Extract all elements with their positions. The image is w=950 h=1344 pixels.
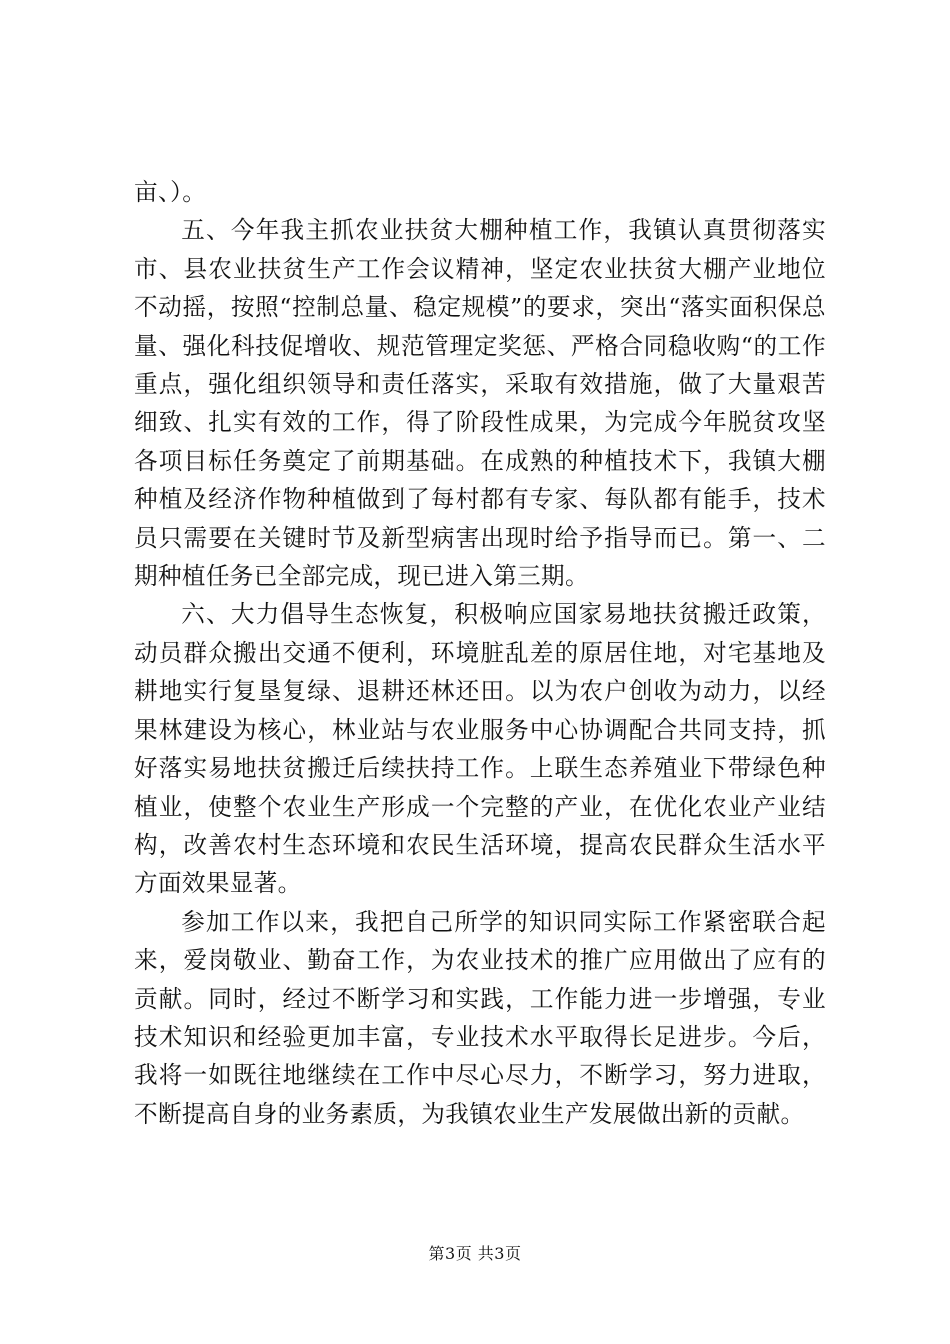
page-number-label: 第3页 共3页 bbox=[428, 1244, 522, 1263]
paragraph-conclusion: 参加工作以来，我把自己所学的知识同实际工作紧密联合起来，爱岗敬业、勤奋工作，为农业技术的推广应用做出了应有的贡献。同时，经过不断学习和实践，工作能力进一步增强，专业技术知识和经验更加丰富，专业技术水平取得长足进步。今后，我将一如既往地继续在工作中尽心尽力，不断学习，努力进取，不断提高自身的业务素质，为我镇农业生产发展做出新的贡献。 bbox=[134, 907, 826, 1128]
document-body bbox=[134, 173, 826, 1133]
paragraph-item-six: 六、大力倡导生态恢复，积极响应国家易地扶贫搬迁政策，动员群众搬出交通不便利，环境脏乱差的原居住地，对宅基地及耕地实行复垦复绿、退耕还林还田。以为农户创收为动力，以经果林建设为核心，林业站与农业服务中心协调配合共同支持，抓好落实易地扶贫搬迁后续扶持工作。上联生态养殖业下带绿色种植业，使整个农业生产形成一个完整的产业，在优化农业产业结构，改善农村生态环境和农民生活环境，提高农民群众生活水平方面效果显著。 bbox=[134, 600, 826, 898]
paragraph-item-five: 五、今年我主抓农业扶贫大棚种植工作，我镇认真贯彻落实市、县农业扶贫生产工作会议精神，坚定农业扶贫大棚产业地位不动摇，按照“控制总量、稳定规模”的要求，突出“落实面积保总量、强化科技促增收、规范管理定奖惩、严格合同稳收购“的工作重点，强化组织领导和责任落实，采取有效措施，做了大量艰苦细致、扎实有效的工作，得了阶段性成果，为完成今年脱贫攻坚各项目标任务奠定了前期基础。在成熟的种植技术下，我镇大棚种植及经济作物种植做到了每村都有专家、每队都有能手，技术员只需要在关键时节及新型病害出现时给予指导而已。第一、二期种植任务已全部完成，现已进入第三期。 bbox=[134, 216, 826, 591]
page-footer bbox=[0, 1242, 950, 1266]
paragraph-continuation: 亩、）。 bbox=[134, 178, 207, 206]
